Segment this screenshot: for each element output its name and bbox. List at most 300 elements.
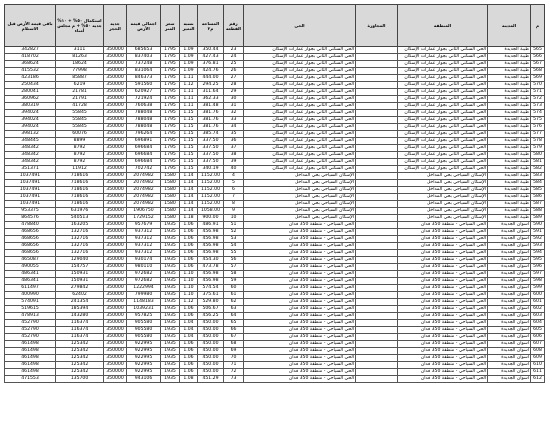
cell-index: 575: [531, 117, 545, 124]
table-row: [5, 110, 545, 117]
cell-booking-deposit: 350000: [104, 243, 127, 250]
header-total-land-value: اجمالى قيمة الأرض: [127, 5, 161, 47]
table-row: [5, 348, 545, 355]
cell-booking-deposit: 350000: [104, 257, 127, 264]
cell-region: الحي السياحي - منطقة 350 فدان: [398, 292, 488, 299]
cell-district: الحي السكني الثاني بجوار عمارات الإسكان: [244, 89, 356, 96]
cell-plot-number: 25: [224, 61, 244, 68]
cell-region: الحي السياحي - منطقة 350 فدان: [398, 257, 488, 264]
cell-total-land-value: 1148183: [127, 299, 161, 306]
cell-meter-price: 1580: [161, 201, 180, 208]
cell-region: الحي السكني الثاني بجوار عمارات الإسكان: [398, 166, 488, 173]
cell-area: 1152.00: [198, 187, 224, 194]
cell-total-land-value: 788048: [127, 124, 161, 131]
cell-premium-ratio: 1.06: [180, 236, 198, 243]
cell-total-land-value: 922995: [127, 341, 161, 348]
cell-premium-ratio: 1.06: [180, 355, 198, 362]
cell-premium-ratio: 1.10: [180, 278, 198, 285]
cell-neighborhood: [356, 292, 398, 299]
header-index: م: [531, 5, 545, 47]
cell-district: الحي السياحي - منطقة 350 فدان: [244, 306, 356, 313]
cell-total-land-value: 796264: [127, 131, 161, 138]
cell-meter-price: 1580: [161, 208, 180, 215]
cell-remaining-value: 461498: [5, 341, 56, 348]
cell-neighborhood: [356, 376, 398, 383]
cell-remaining-value: 1037491: [5, 187, 56, 194]
cell-city: طيبة الجديدة: [488, 180, 531, 187]
cell-area: 1152.00: [198, 194, 224, 201]
cell-city: طيبة الجديدة: [488, 166, 531, 173]
cell-district: الحي السكني الثاني بجوار عمارات الإسكان: [244, 166, 356, 173]
cell-total-land-value: 922995: [127, 369, 161, 376]
cell-completion-payment: 3111: [56, 47, 104, 54]
cell-completion-payment: 55845: [56, 124, 104, 131]
cell-neighborhood: [356, 166, 398, 173]
cell-city: أسوان الجديدة: [488, 334, 531, 341]
cell-remaining-value: 468656: [5, 236, 56, 243]
cell-region: الحي السكني الثاني بجوار عمارات الإسكان: [398, 47, 488, 54]
cell-city: أسوان الجديدة: [488, 229, 531, 236]
cell-neighborhood: [356, 194, 398, 201]
table-row: [5, 166, 545, 173]
cell-completion-payment: 132716: [56, 250, 104, 257]
table-header: [5, 5, 545, 47]
cell-index: 601: [531, 299, 545, 306]
cell-neighborhood: [356, 187, 398, 194]
cell-plot-number: 30: [224, 96, 244, 103]
cell-plot-number: 7: [224, 194, 244, 201]
cell-city: طيبة الجديدة: [488, 152, 531, 159]
cell-completion-payment: 125342: [56, 341, 104, 348]
cell-district: الحي السكني الثاني بجوار عمارات الإسكان: [244, 131, 356, 138]
cell-booking-deposit: 350000: [104, 201, 127, 208]
cell-completion-payment: 21781: [56, 89, 104, 96]
cell-area: 362.33: [198, 96, 224, 103]
cell-booking-deposit: 350000: [104, 54, 127, 61]
cell-meter-price: 1935: [161, 264, 180, 271]
cell-area: 456.98: [198, 243, 224, 250]
cell-index: 585: [531, 187, 545, 194]
cell-premium-ratio: 1.15: [180, 159, 198, 166]
cell-total-land-value: 831064: [127, 68, 161, 75]
cell-city: أسوان الجديدة: [488, 271, 531, 278]
cell-total-land-value: 1729152: [127, 215, 161, 222]
cell-remaining-value: 351371: [5, 166, 56, 173]
cell-region: الحي السياحي - منطقة 350 فدان: [398, 313, 488, 320]
cell-index: 603: [531, 313, 545, 320]
cell-district: الحي السكني الثاني بجوار عمارات الإسكان: [244, 110, 356, 117]
table-row: [5, 313, 545, 320]
cell-completion-payment: 143280: [56, 313, 104, 320]
cell-district: الحي السكني الثاني بجوار عمارات الإسكان: [244, 75, 356, 82]
cell-meter-price: 1935: [161, 257, 180, 264]
cell-district: الإسكان السياحي بحي المداخل: [244, 173, 356, 180]
cell-total-land-value: 696891: [127, 138, 161, 145]
cell-district: الحي السكني الثاني بجوار عمارات الإسكان: [244, 124, 356, 131]
cell-booking-deposit: 350000: [104, 355, 127, 362]
cell-premium-ratio: 1.06: [180, 341, 198, 348]
cell-city: طيبة الجديدة: [488, 75, 531, 82]
table-row: [5, 89, 545, 96]
cell-meter-price: 1935: [161, 348, 180, 355]
cell-completion-payment: 11912: [56, 166, 104, 173]
cell-total-land-value: 760638: [127, 103, 161, 110]
cell-neighborhood: [356, 89, 398, 96]
cell-index: 567: [531, 61, 545, 68]
cell-total-land-value: 846373: [127, 75, 161, 82]
table-row: [5, 362, 545, 369]
cell-neighborhood: [356, 201, 398, 208]
cell-index: 569: [531, 75, 545, 82]
cell-index: 599: [531, 285, 545, 292]
cell-district: الحي السياحي - منطقة 350 فدان: [244, 348, 356, 355]
cell-premium-ratio: 1.09: [180, 68, 198, 75]
cell-booking-deposit: 350000: [104, 61, 127, 68]
cell-index: 565: [531, 47, 545, 54]
table-row: [5, 299, 545, 306]
cell-meter-price: 1935: [161, 278, 180, 285]
cell-meter-price: 1935: [161, 250, 180, 257]
cell-neighborhood: [356, 362, 398, 369]
cell-city: طيبة الجديدة: [488, 61, 531, 68]
table-row: [5, 243, 545, 250]
cell-completion-payment: 279842: [56, 285, 104, 292]
cell-index: 610: [531, 362, 545, 369]
table-row: [5, 355, 545, 362]
cell-area: 385.74: [198, 131, 224, 138]
cell-total-land-value: 937312: [127, 243, 161, 250]
cell-meter-price: 1795: [161, 159, 180, 166]
cell-index: 588: [531, 208, 545, 215]
cell-city: أسوان الجديدة: [488, 243, 531, 250]
cell-neighborhood: [356, 341, 398, 348]
cell-remaining-value: 468656: [5, 250, 56, 257]
cell-plot-number: 71: [224, 362, 244, 369]
table-row: [5, 236, 545, 243]
cell-premium-ratio: 1.06: [180, 264, 198, 271]
cell-index: 566: [531, 54, 545, 61]
cell-premium-ratio: 1.06: [180, 306, 198, 313]
header-region: المنطقة: [398, 5, 488, 47]
table-row: [5, 215, 545, 222]
cell-index: 583: [531, 173, 545, 180]
cell-area: 456.25: [198, 313, 224, 320]
cell-area: 456.98: [198, 271, 224, 278]
cell-meter-price: 1935: [161, 334, 180, 341]
cell-booking-deposit: 350000: [104, 334, 127, 341]
cell-neighborhood: [356, 96, 398, 103]
cell-premium-ratio: 1.14: [180, 187, 198, 194]
table-row: [5, 61, 545, 68]
cell-total-land-value: 905580: [127, 320, 161, 327]
cell-completion-payment: 116374: [56, 327, 104, 334]
cell-booking-deposit: 350000: [104, 215, 127, 222]
cell-completion-payment: 41728: [56, 103, 104, 110]
table-row: [5, 292, 545, 299]
cell-city: طيبة الجديدة: [488, 89, 531, 96]
cell-region: الحي السياحي - منطقة 350 فدان: [398, 250, 488, 257]
cell-total-land-value: 943106: [127, 376, 161, 383]
cell-region: الإسكان السياحي بحي المداخل: [398, 194, 488, 201]
cell-region: الحي السكني الثاني بجوار عمارات الإسكان: [398, 61, 488, 68]
cell-total-land-value: 2074982: [127, 187, 161, 194]
cell-city: أسوان الجديدة: [488, 222, 531, 229]
cell-premium-ratio: 1.15: [180, 152, 198, 159]
cell-region: الإسكان السياحي بحي المداخل: [398, 187, 488, 194]
cell-remaining-value: 461498: [5, 348, 56, 355]
cell-meter-price: 1580: [161, 173, 180, 180]
cell-premium-ratio: 1.14: [180, 194, 198, 201]
cell-meter-price: 1795: [161, 75, 180, 82]
cell-meter-price: 1935: [161, 229, 180, 236]
cell-total-land-value: 1906750: [127, 208, 161, 215]
cell-total-land-value: 905580: [127, 327, 161, 334]
cell-premium-ratio: 1.15: [180, 166, 198, 173]
cell-plot-number: 62: [224, 299, 244, 306]
cell-plot-number: 26: [224, 68, 244, 75]
header-plot-number: رقم القطعة: [224, 5, 244, 47]
cell-completion-payment: 129040: [56, 257, 104, 264]
cell-total-land-value: 2074982: [127, 201, 161, 208]
cell-premium-ratio: 1.06: [180, 362, 198, 369]
cell-area: 454.30: [198, 257, 224, 264]
cell-index: 568: [531, 68, 545, 75]
cell-region: الحي السكني الثاني بجوار عمارات الإسكان: [398, 124, 488, 131]
cell-plot-number: 40: [224, 166, 244, 173]
cell-region: الإسكان السياحي بحي المداخل: [398, 215, 488, 222]
cell-premium-ratio: 1.11: [180, 103, 198, 110]
cell-district: الحي السكني الثاني بجوار عمارات الإسكان: [244, 152, 356, 159]
cell-total-land-value: 620927: [127, 89, 161, 96]
cell-remaining-value: 452790: [5, 327, 56, 334]
cell-completion-payment: 125342: [56, 355, 104, 362]
cell-district: الحي السياحي - منطقة 350 فدان: [244, 369, 356, 376]
cell-booking-deposit: 350000: [104, 159, 127, 166]
cell-remaining-value: 468656: [5, 243, 56, 250]
cell-meter-price: 1935: [161, 292, 180, 299]
cell-booking-deposit: 350000: [104, 369, 127, 376]
cell-meter-price: 1935: [161, 306, 180, 313]
cell-area: 294.25: [198, 82, 224, 89]
table-row: [5, 334, 545, 341]
cell-booking-deposit: 350000: [104, 362, 127, 369]
cell-total-land-value: 972682: [127, 271, 161, 278]
cell-neighborhood: [356, 180, 398, 187]
cell-index: 605: [531, 327, 545, 334]
cell-city: طيبة الجديدة: [488, 194, 531, 201]
cell-total-land-value: 957825: [127, 313, 161, 320]
cell-booking-deposit: 350000: [104, 152, 127, 159]
cell-premium-ratio: 1.09: [180, 54, 198, 61]
cell-district: الحي السكني الثاني بجوار عمارات الإسكان: [244, 61, 356, 68]
cell-plot-number: 52: [224, 229, 244, 236]
table-row: [5, 54, 545, 61]
cell-city: أسوان الجديدة: [488, 369, 531, 376]
cell-neighborhood: [356, 61, 398, 68]
cell-city: طيبة الجديدة: [488, 103, 531, 110]
cell-premium-ratio: 1.11: [180, 89, 198, 96]
cell-neighborhood: [356, 348, 398, 355]
cell-meter-price: 1935: [161, 320, 180, 327]
cell-completion-payment: 718616: [56, 194, 104, 201]
cell-remaining-value: 490055: [5, 264, 56, 271]
cell-remaining-value: 348445: [5, 138, 56, 145]
cell-plot-number: 55: [224, 250, 244, 257]
cell-plot-number: 68: [224, 341, 244, 348]
cell-area: 451.29: [198, 376, 224, 383]
cell-area: 337.50: [198, 159, 224, 166]
cell-remaining-value: 471553: [5, 376, 56, 383]
cell-plot-number: 9: [224, 208, 244, 215]
cell-plot-number: 5: [224, 180, 244, 187]
cell-completion-payment: 21791: [56, 96, 104, 103]
cell-neighborhood: [356, 285, 398, 292]
cell-city: طيبة الجديدة: [488, 145, 531, 152]
cell-city: طيبة الجديدة: [488, 68, 531, 75]
cell-premium-ratio: 1.06: [180, 369, 198, 376]
header-meter-price: سعر المتر: [161, 5, 180, 47]
cell-total-land-value: 799980: [127, 292, 161, 299]
cell-neighborhood: [356, 103, 398, 110]
cell-plot-number: 38: [224, 152, 244, 159]
cell-plot-number: 73: [224, 376, 244, 383]
cell-region: الحي السياحي - منطقة 350 فدان: [398, 285, 488, 292]
table-row: [5, 376, 545, 383]
table-row: [5, 187, 545, 194]
cell-district: الحي السياحي - منطقة 350 فدان: [244, 362, 356, 369]
cell-region: الإسكان السياحي بحي المداخل: [398, 201, 488, 208]
cell-area: 381.76: [198, 117, 224, 124]
cell-neighborhood: [356, 271, 398, 278]
cell-neighborhood: [356, 306, 398, 313]
cell-district: الإسكان السياحي بحي المداخل: [244, 180, 356, 187]
cell-city: أسوان الجديدة: [488, 306, 531, 313]
cell-booking-deposit: 350000: [104, 327, 127, 334]
cell-city: أسوان الجديدة: [488, 264, 531, 271]
cell-completion-payment: 60076: [56, 131, 104, 138]
cell-total-land-value: 937312: [127, 236, 161, 243]
cell-premium-ratio: 1.06: [180, 229, 198, 236]
cell-plot-number: 65: [224, 320, 244, 327]
cell-completion-payment: 150931: [56, 271, 104, 278]
cell-completion-payment: 8792: [56, 145, 104, 152]
cell-plot-number: 29: [224, 89, 244, 96]
cell-neighborhood: [356, 222, 398, 229]
cell-district: الحي السياحي - منطقة 350 فدان: [244, 271, 356, 278]
cell-region: الحي السكني الثاني بجوار عمارات الإسكان: [398, 131, 488, 138]
cell-total-land-value: 1222994: [127, 285, 161, 292]
cell-remaining-value: 348342: [5, 152, 56, 159]
table-row: [5, 271, 545, 278]
cell-district: الحي السياحي - منطقة 350 فدان: [244, 278, 356, 285]
cell-premium-ratio: 1.15: [180, 124, 198, 131]
cell-completion-payment: 185394: [56, 306, 104, 313]
cell-remaining-value: 342827: [5, 47, 56, 54]
cell-region: الحي السياحي - منطقة 350 فدان: [398, 299, 488, 306]
cell-plot-number: 63: [224, 306, 244, 313]
cell-completion-payment: 154757: [56, 264, 104, 271]
cell-booking-deposit: 350000: [104, 173, 127, 180]
cell-booking-deposit: 350000: [104, 124, 127, 131]
cell-booking-deposit: 350000: [104, 103, 127, 110]
cell-completion-payment: 55845: [56, 117, 104, 124]
cell-area: 450.00: [198, 362, 224, 369]
table-row: [5, 152, 545, 159]
table-row: [5, 327, 545, 334]
cell-district: الحي السياحي - منطقة 350 فدان: [244, 320, 356, 327]
cell-booking-deposit: 350000: [104, 348, 127, 355]
cell-city: أسوان الجديدة: [488, 250, 531, 257]
cell-district: الحي السياحي - منطقة 350 فدان: [244, 250, 356, 257]
cell-region: الحي السياحي - منطقة 350 فدان: [398, 334, 488, 341]
cell-plot-number: 72: [224, 369, 244, 376]
table-row: [5, 75, 545, 82]
cell-booking-deposit: 350000: [104, 47, 127, 54]
cell-area: 456.98: [198, 250, 224, 257]
cell-district: الحي السكني الثاني بجوار عمارات الإسكان: [244, 117, 356, 124]
cell-index: 573: [531, 103, 545, 110]
table-row: [5, 159, 545, 166]
cell-premium-ratio: 1.15: [180, 131, 198, 138]
cell-neighborhood: [356, 355, 398, 362]
cell-completion-payment: 81263: [56, 54, 104, 61]
cell-completion-payment: 116374: [56, 334, 104, 341]
cell-booking-deposit: 350000: [104, 75, 127, 82]
cell-remaining-value: 461498: [5, 362, 56, 369]
table-body: [5, 47, 545, 383]
cell-area: 456.98: [198, 236, 224, 243]
cell-city: طيبة الجديدة: [488, 96, 531, 103]
cell-neighborhood: [356, 229, 398, 236]
cell-premium-ratio: 1.06: [180, 257, 198, 264]
cell-remaining-value: 478913: [5, 313, 56, 320]
header-remaining-value: باقى قيمة الأرض قبل الاستلام: [5, 5, 56, 47]
cell-booking-deposit: 350000: [104, 320, 127, 327]
cell-city: أسوان الجديدة: [488, 257, 531, 264]
cell-remaining-value: 486341: [5, 278, 56, 285]
table-row: [5, 201, 545, 208]
cell-region: الحي السياحي - منطقة 350 فدان: [398, 264, 488, 271]
cell-meter-price: 1935: [161, 299, 180, 306]
table-row: [5, 180, 545, 187]
cell-meter-price: 1795: [161, 68, 180, 75]
cell-booking-deposit: 350000: [104, 292, 127, 299]
cell-meter-price: 1935: [161, 341, 180, 348]
table-row: [5, 47, 545, 54]
cell-plot-number: 59: [224, 278, 244, 285]
cell-completion-payment: 718616: [56, 187, 104, 194]
cell-neighborhood: [356, 131, 398, 138]
cell-neighborhood: [356, 138, 398, 145]
cell-completion-payment: 718616: [56, 201, 104, 208]
cell-city: طيبة الجديدة: [488, 124, 531, 131]
cell-area: 900.00: [198, 215, 224, 222]
table-row: [5, 173, 545, 180]
header-area: المساحة م٢: [198, 5, 224, 47]
cell-district: الحي السكني الثاني بجوار عمارات الإسكان: [244, 82, 356, 89]
cell-area: 574.54: [198, 285, 224, 292]
cell-index: 594: [531, 250, 545, 257]
cell-neighborhood: [356, 159, 398, 166]
cell-premium-ratio: 1.10: [180, 285, 198, 292]
cell-index: 592: [531, 236, 545, 243]
cell-meter-price: 1795: [161, 103, 180, 110]
cell-remaining-value: 1037491: [5, 201, 56, 208]
table-row: [5, 68, 545, 75]
cell-remaining-value: 250434: [5, 82, 56, 89]
cell-remaining-value: 380319: [5, 103, 56, 110]
table-row: [5, 82, 545, 89]
